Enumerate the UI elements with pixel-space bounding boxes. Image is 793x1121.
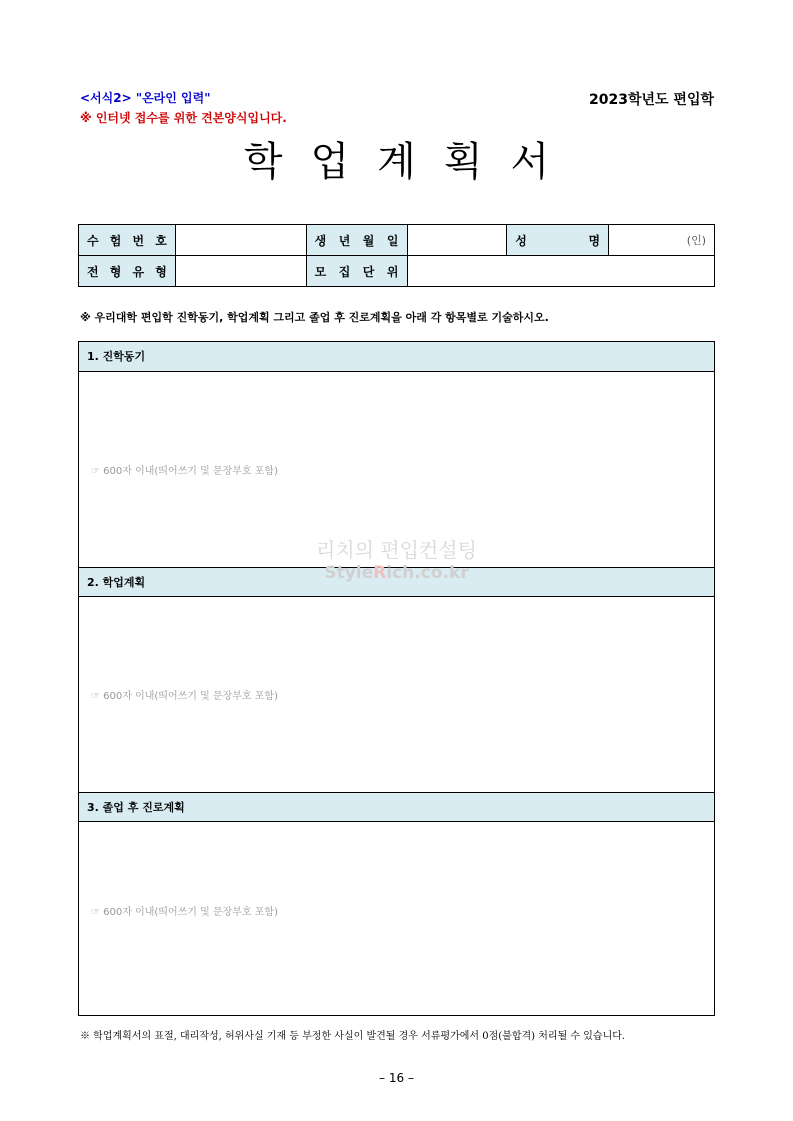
plan-sections bbox=[78, 341, 715, 1016]
section-heading-study-plan: 2. 학업계획 bbox=[79, 567, 714, 597]
exam-number-field[interactable] bbox=[175, 225, 306, 256]
title-char: 계 bbox=[377, 139, 416, 185]
birthdate-field[interactable] bbox=[407, 225, 507, 256]
document-title bbox=[0, 130, 793, 187]
title-char: 업 bbox=[310, 139, 350, 185]
page-number: – 16 – bbox=[379, 1071, 414, 1085]
section-body-motivation[interactable] bbox=[79, 373, 714, 567]
instruction-text: ※ 우리대학 편입학 진학동기, 학업계획 그리고 졸업 후 진로계획을 아래 각 항목별로 기술하시오. bbox=[80, 311, 549, 324]
form-tag: <서식2> "온라인 입력" bbox=[80, 91, 211, 105]
char-limit-hint: ☞ 600자 이내(띄어쓰기 및 문장부호 포함) bbox=[91, 907, 278, 918]
footnote: ※ 학업계획서의 표절, 대리작성, 허위사실 기재 등 부정한 사실이 발견될 경우 서류평가에서 0점(불합격) 처리될 수 있습니다. bbox=[80, 1031, 626, 1042]
title-char: 획 bbox=[443, 139, 483, 185]
char-limit-hint: ☞ 600자 이내(띄어쓰기 및 문장부호 포함) bbox=[91, 466, 278, 477]
name-field[interactable] bbox=[609, 225, 715, 256]
seal-label: (인) bbox=[686, 234, 706, 247]
section-body-study-plan[interactable] bbox=[79, 598, 714, 792]
admission-type-field[interactable] bbox=[175, 256, 306, 287]
title-char: 서 bbox=[510, 139, 550, 185]
title-char: 학 bbox=[243, 139, 283, 185]
sample-notice: ※ 인터넷 접수를 위한 견본양식입니다. bbox=[80, 111, 287, 125]
section-body-career-plan[interactable] bbox=[79, 823, 714, 1014]
year-label: 2023학년도 편입학 bbox=[589, 92, 714, 108]
birthdate-label: 생 년 월 일 bbox=[306, 225, 407, 256]
name-label: 성 명 bbox=[507, 225, 609, 256]
watermark-url: StyleRich.co.kr bbox=[324, 563, 469, 583]
recruit-unit-field[interactable] bbox=[407, 256, 715, 287]
watermark-text: 리치의 편입컨설팅 bbox=[316, 538, 477, 562]
char-limit-hint: ☞ 600자 이내(띄어쓰기 및 문장부호 포함) bbox=[91, 691, 278, 702]
applicant-info-table bbox=[78, 224, 715, 287]
section-heading-career-plan: 3. 졸업 후 진로계획 bbox=[79, 792, 714, 822]
section-heading-motivation: 1. 진학동기 bbox=[79, 342, 714, 372]
exam-number-label: 수 험 번 호 bbox=[79, 225, 176, 256]
recruit-unit-label: 모 집 단 위 bbox=[306, 256, 407, 287]
admission-type-label: 전 형 유 형 bbox=[79, 256, 176, 287]
